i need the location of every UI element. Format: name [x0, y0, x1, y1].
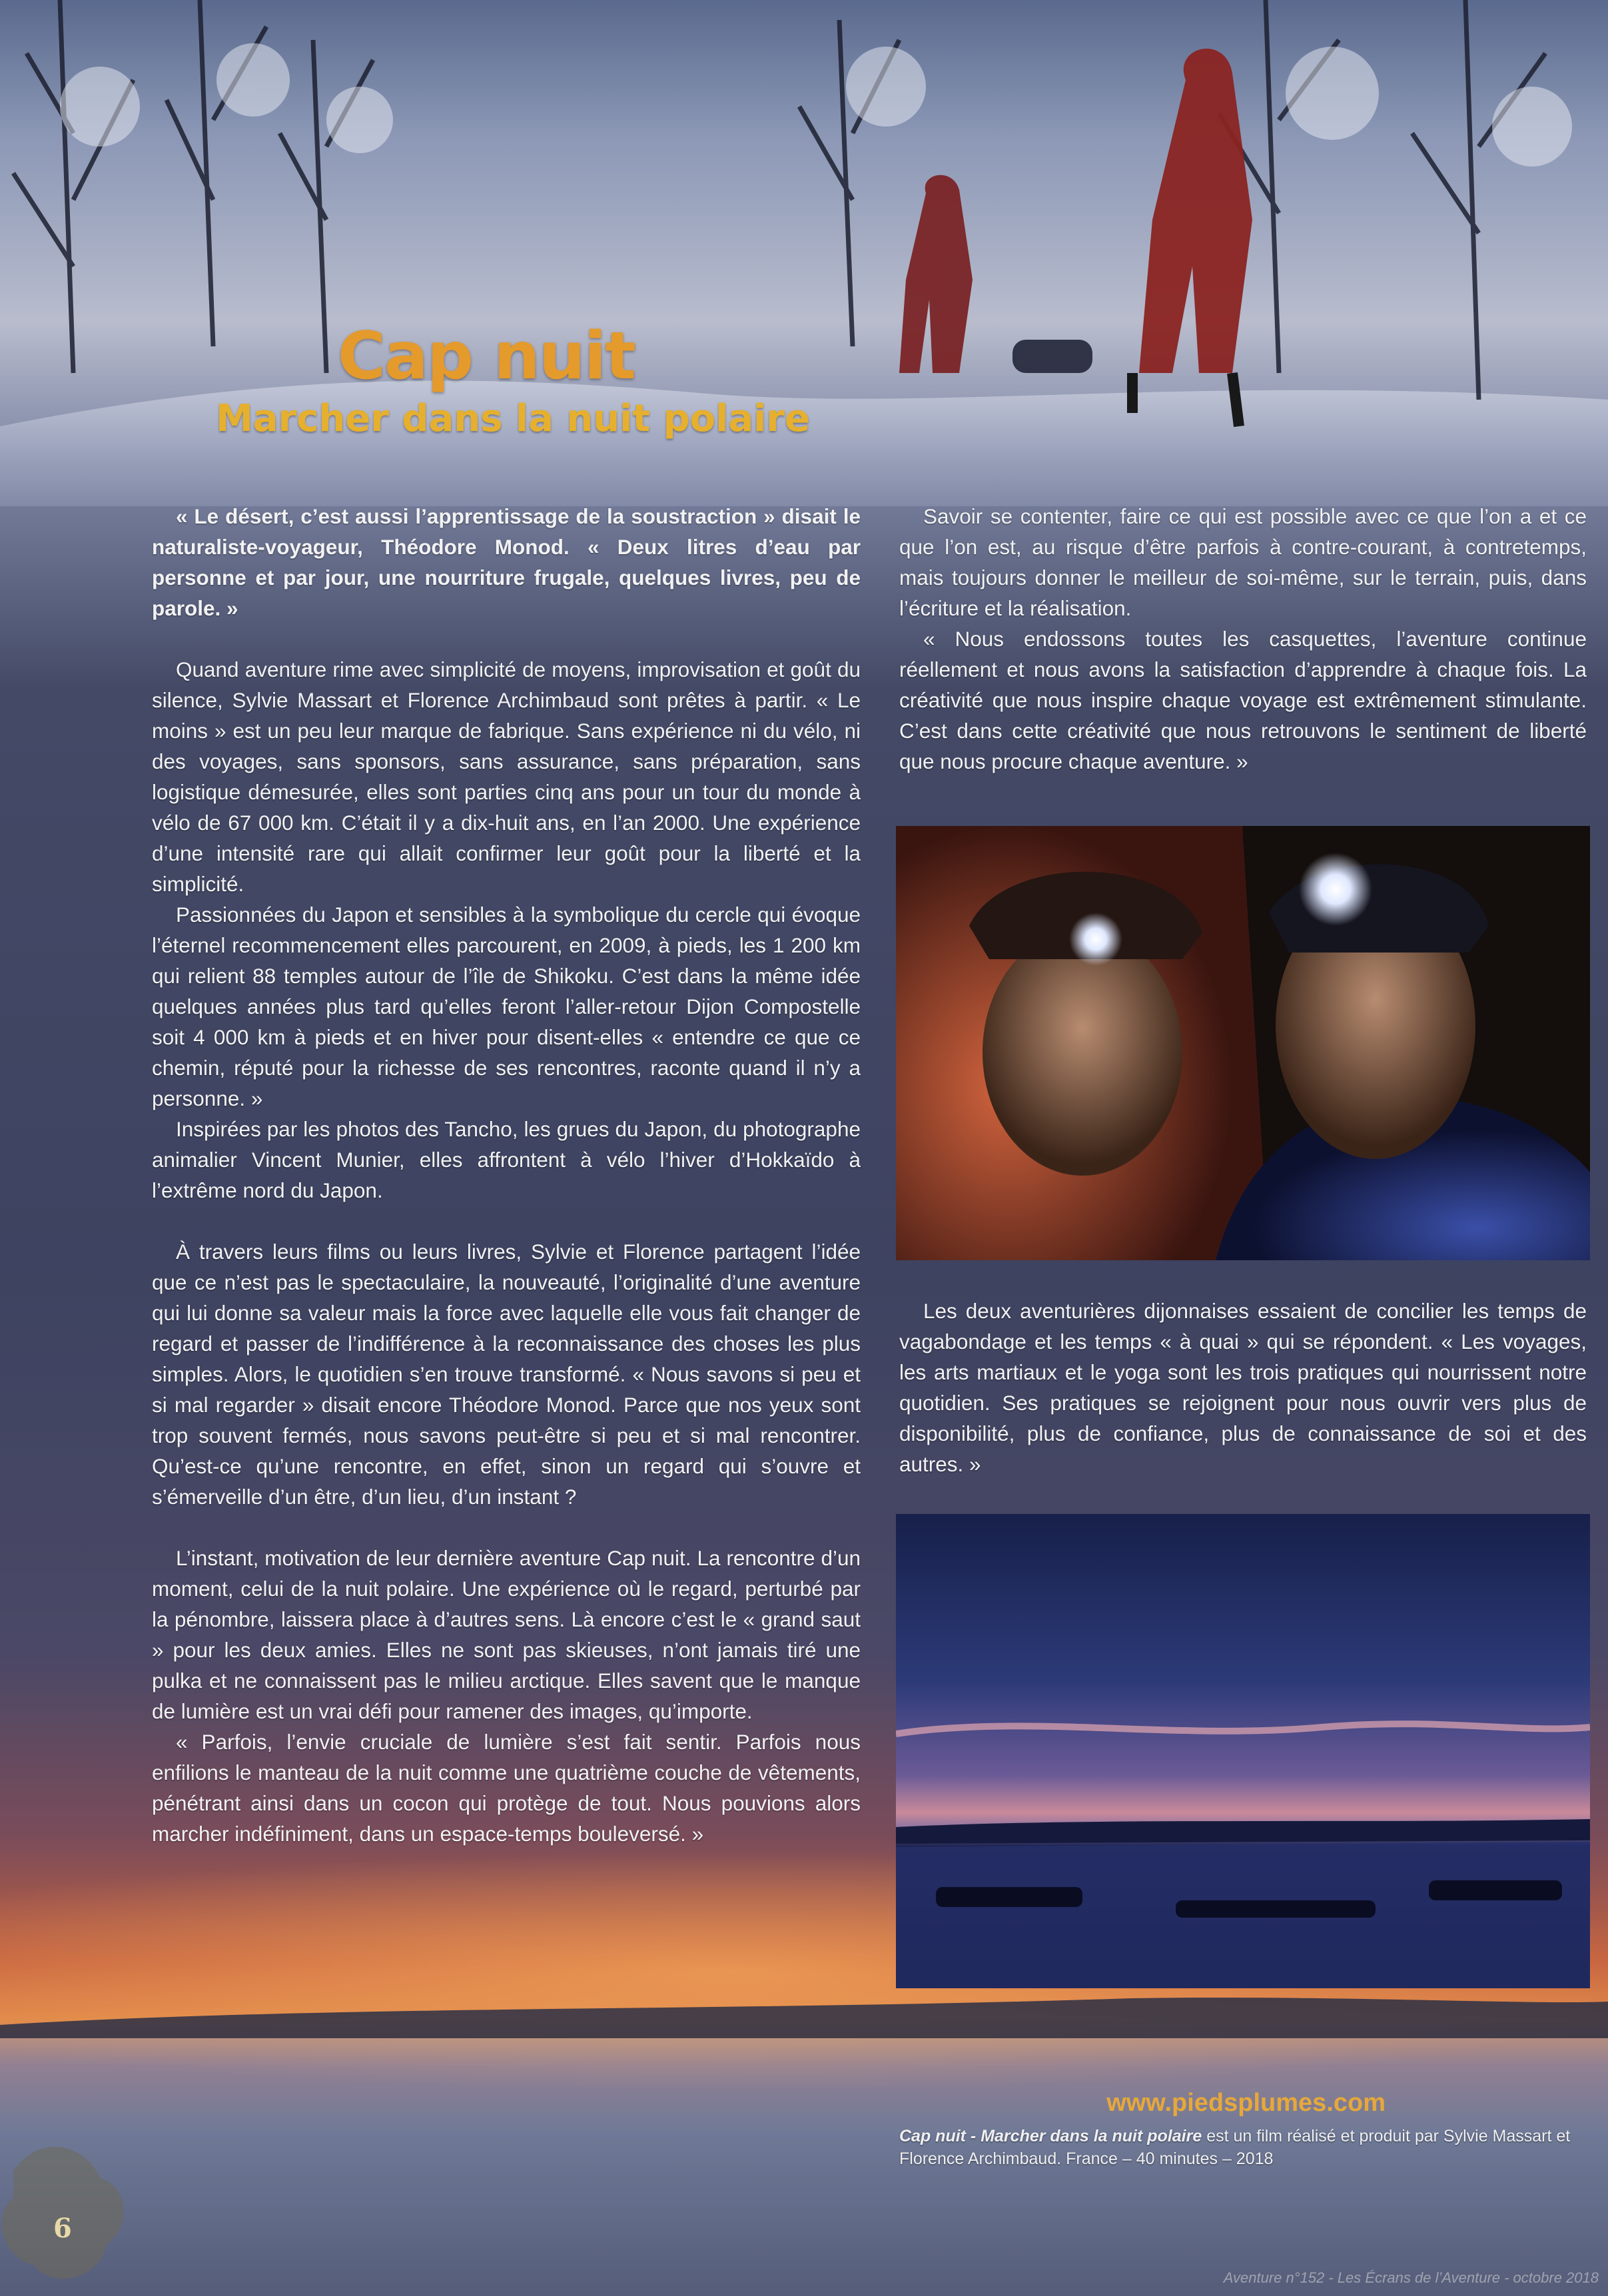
article-subtitle: Marcher dans la nuit polaire: [216, 397, 810, 440]
paragraph: Savoir se contenter, faire ce qui est possible avec ce que l’on a et ce que l’on est, au risque d’être parfois à contre-courant, à contretemps, mais toujours donner le meilleur de soi-même, sur le terrain, puis, dans l’écriture et la réalisation.: [899, 504, 1587, 620]
film-title: Cap nuit - Marcher dans la nuit polaire: [899, 2127, 1202, 2145]
paragraph: Quand aventure rime avec simplicité de moyens, improvisation et goût du silence, Sylvie Massart et Florence Archimbaud sont prêtes à partir. « Le moins » est un peu leur marque de fabrique. Sans expérience ni du vélo, ni des voyages, sans sponsors, sans assurance, sans préparation, sans logistique démesurée, elles sont parties cinq ans pour un tour du monde à vélo de 67 000 km. C’était il y a dix-huit ans, en l’an 2000. Une expérience d’une intensité rare qui allait confirmer leur goût pour la liberté et la simplicité.: [152, 657, 861, 896]
website-link[interactable]: www.piedsplumes.com: [1106, 2089, 1386, 2117]
article-right-column-bottom: [899, 1296, 1587, 1479]
magazine-footer: Aventure n°152 - Les Écrans de l’Aventure - octobre 2018: [1223, 2269, 1599, 2286]
page-number: 6: [53, 2213, 72, 2244]
intro-quote-paragraph: « Le désert, c’est aussi l’apprentissage de la soustraction » disait le naturaliste-voyageur, Théodore Monod. « Deux litres d’eau par personne et par jour, une nourriture frugale, quelques livres, peu de parole. »: [152, 504, 861, 620]
article-title: Cap nuit: [337, 318, 635, 394]
photo-headlamp-selfie: [896, 826, 1590, 1260]
paragraph: Les deux aventurières dijonnaises essaient de concilier les temps de vagabondage et les temps « à quai » qui se répondent. « Les voyages, les arts martiaux et le yoga sont les trois pratiques qui nourrissent notre quotidien. Ses pratiques se rejoignent pour nous ouvrir vers plus de disponibilité, plus de confiance, plus de connaissance de soi et des autres. »: [899, 1299, 1587, 1476]
paragraph: « Nous endossons toutes les casquettes, l’aventure continue réellement et nous avons la satisfaction d’apprendre à chaque fois. La créativité que nous inspire chaque voyage est extrêmement stimulante. C’est dans cette créativité que nous retrouvons le sentiment de liberté que nous procure chaque aventure. »: [899, 627, 1587, 773]
paragraph: À travers leurs films ou leurs livres, Sylvie et Florence partagent l’idée que ce n’est pas le spectaculaire, la nouveauté, l’originalité d’une aventure qui lui donne sa valeur mais la force avec laquelle elle vous fait changer de regard et passer de l’indifférence à la reconnaissance des choses les plus simples. Alors, le quotidien s’en trouve transformé. « Nous savons si peu et si mal regarder » disait encore Théodore Monod. Parce que nos yeux sont trop souvent fermés, nous savons peut-être si peu et si mal rencontrer. Qu’est-ce qu’une rencontre, en effet, sinon un regard qui s’ouvre et s’émerveille d’un être, d’un lieu, d’un instant ?: [152, 1240, 861, 1509]
article-right-column-top: [899, 501, 1587, 777]
article-left-column: [152, 501, 861, 1849]
paragraph: Passionnées du Japon et sensibles à la symbolique du cercle qui évoque l’éternel recommencement elles parcourent, en 2009, à pieds, les 1 200 km qui relient 88 temples autour de l’île de Shikoku. C’est dans la même idée quelques années plus tard qu’elles feront l’aller-retour Dijon Compostelle soit 4 000 km à pieds et en hiver pour disent-elles « entendre ce que ce chemin, réputé pour la richesse de ses rencontres, raconte quand il n’y a personne. »: [152, 903, 861, 1110]
paragraph: L’instant, motivation de leur dernière aventure Cap nuit. La rencontre d’un moment, celui de la nuit polaire. Une expérience où le regard, perturbé par la pénombre, laissera place à d’autres sens. Là encore c’est le « grand saut » pour les deux amies. Elles ne sont pas skieuses, n’ont jamais tiré une pulka et ne connaissent pas le milieu arctique. Elles savent que le manque de lumière est un vrai défi pour ramener des images, qu’importe.: [152, 1546, 861, 1723]
film-caption: [899, 2125, 1592, 2170]
paragraph: Inspirées par les photos des Tancho, les grues du Japon, du photographe animalier Vincent Munier, elles affrontent à vélo l’hiver d’Hokkaïdo à l’extrême nord du Japon.: [152, 1117, 861, 1202]
paragraph: « Parfois, l’envie cruciale de lumière s’est fait sentir. Parfois nous enfilions le manteau de la nuit comme une quatrième couche de vêtements, pénétrant ainsi dans un cocon qui protège de tout. Nous pouvions alors marcher indéfiniment, dans un espace-temps bouleversé. »: [152, 1730, 861, 1846]
photo-polar-twilight: [896, 1514, 1590, 1988]
ink-splash-decoration: [0, 2118, 147, 2296]
film-credits: est un film réalisé et produit par Sylvie Massart et Florence Archimbaud. France – 40 minutes – 2018: [899, 2127, 1571, 2168]
